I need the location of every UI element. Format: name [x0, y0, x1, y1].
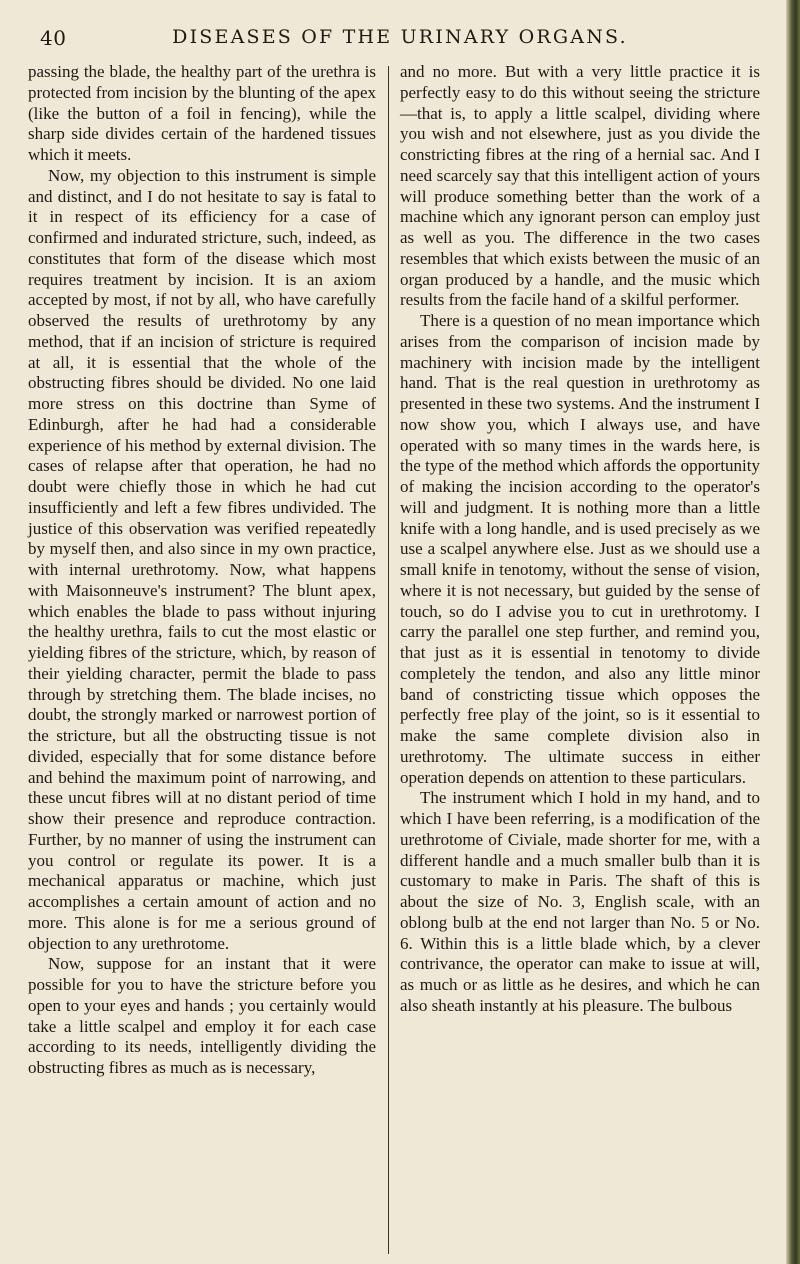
- paragraph: The instrument which I hold in my hand, and to which I have been referring, is a modification of the urethrotome of Civiale, made shorter for me, with a different handle and a much smaller bulb than it is customary to make in Paris. The shaft of this is about the size of No. 3, English scale, with an oblong bulb at the end not larger than No. 5 or No. 6. Within this is a little blade which, by a clever contrivance, the operator can make to issue at will, as much or as little as he desires, and which he can also sheath instantly at his pleasure. The bulbous: [400, 788, 760, 1015]
- paragraph: and no more. But with a very little practice it is perfectly easy to do this without seeing the stricture—that is, to apply a little scalpel, dividing where you wish and not elsewhere, just as you divide the constricting fibres at the ring of a hernial sac. And I need scarcely say that this intelligent action of yours will produce something better than the work of a machine which any ignorant person can employ just as well as you. The difference in the two cases resembles that which exists between the music of an organ produced by a handle, and the music which results from the facile hand of a skilful performer.: [400, 62, 760, 310]
- paragraph: passing the blade, the healthy part of the urethra is protected from incision by the blunting of the apex (like the button of a foil in fencing), while the sharp side divides certain of the hardened tissues which it meets.: [28, 62, 376, 164]
- paragraph: Now, suppose for an instant that it were possible for you to have the stricture before you open to your eyes and hands ; you certainly would take a little scalpel and employ it for each case according to its needs, intelligently dividing the obstructing fibres as much as is necessary,: [28, 954, 376, 1077]
- running-head: DISEASES OF THE URINARY ORGANS.: [172, 26, 628, 48]
- paragraph: Now, my objection to this instrument is simple and distinct, and I do not hesitate to say is fatal to it in respect of its efficiency for a case of confirmed and indurated stricture, such, indeed, as constitutes that form of the disease which most requires treatment by incision. It is an axiom accepted by most, if not by all, who have carefully observed the results of urethrotomy by any method, that if an incision of stricture is required at all, it is essential that the whole of the obstructing fibres should be divided. No one laid more stress on this doctrine than Syme of Edinburgh, after he had had a considerable experience of his method by external division. The cases of relapse after that operation, he had no doubt were chiefly those in which he had cut insufficiently and left a few fibres undivided. The justice of this observation was verified repeatedly by myself then, and also since in my own practice, with internal urethrotomy. Now, what happens with Maisonneuve's instrument? The blunt apex, which enables the blade to pass without injuring the healthy urethra, fails to cut the most elastic or yielding fibres of the stricture, which, by reason of their yielding character, permit the blade to pass through by stretching them. The blade incises, no doubt, the strongly marked or narrowest portion of the stricture, but all the obstructing tissue is not divided, especially that for some distance before and behind the maximum point of narrowing, and these uncut fibres will at no distant period of time show their presence and reproduce contraction. Further, by no manner of using the instrument can you control or regulate its power. It is a mechanical apparatus or machine, which just accomplishes a certain amount of action and no more. This alone is for me a serious ground of objection to any urethrotome.: [28, 165, 376, 953]
- page-number: 40: [40, 26, 67, 50]
- right-column: [400, 62, 760, 1017]
- left-column: [28, 62, 376, 1079]
- book-binding-edge: [786, 0, 800, 1264]
- paragraph: There is a question of no mean importance which arises from the comparison of incision made by machinery with incision made by the intelligent hand. That is the real question in urethrotomy as presented in these two systems. And the instrument I now show you, which I always use, and have operated with so many times in the wards here, is the type of the method which affords the opportunity of making the incision according to the operator's will and judgment. It is nothing more than a little knife with a long handle, and is used precisely as we use a scalpel anywhere else. Just as we should use a small knife in tenotomy, without the sense of vision, where it is not necessary, but guided by the sense of touch, so do I advise you to cut in urethrotomy. I carry the parallel one step further, and remind you, that just as it is essential in tenotomy to divide completely the tendon, and also any little minor band of constricting tissue which opposes the perfectly free play of the joint, so is it essential to make the same complete division also in urethrotomy. The ultimate success in either operation depends on attention to these particulars.: [400, 311, 760, 787]
- page-header: [40, 26, 760, 56]
- column-divider: [388, 66, 389, 1254]
